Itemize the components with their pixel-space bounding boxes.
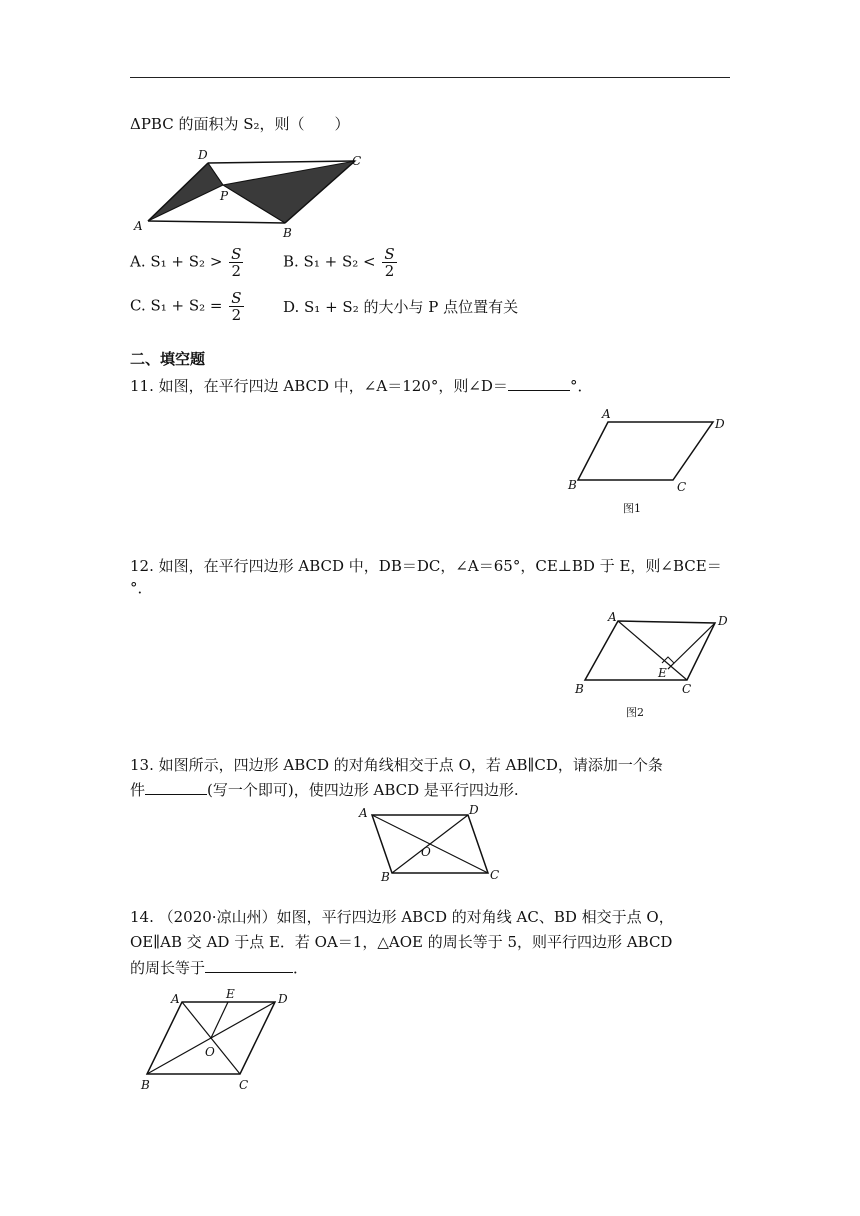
svg-text:E: E: [658, 666, 667, 680]
shaded-triangle-pbc: [223, 161, 355, 223]
svg-text:E: E: [226, 987, 235, 1001]
q10-option-a: A. S₁ + S₂ > $\frac{S}{2}$: [130, 245, 242, 280]
q14-figure: [135, 985, 295, 1095]
svg-text:图1: 图1: [623, 502, 641, 515]
label-p: P: [220, 189, 229, 203]
svg-text:B: B: [575, 682, 584, 696]
answer-blank: [508, 375, 570, 391]
header-rule: [130, 77, 730, 78]
q14-line3: 的周长等于 ．: [130, 959, 309, 977]
svg-text:C: C: [239, 1078, 249, 1092]
q10-stem: ΔPBC 的面积为 S₂，则（ ）: [130, 115, 350, 133]
label-d: D: [198, 148, 208, 162]
svg-text:A: A: [171, 992, 180, 1006]
q13-figure: [355, 803, 505, 885]
svg-text:A: A: [359, 806, 368, 820]
q11-figure: [565, 405, 730, 515]
q10-option-c: C. S₁ + S₂ = $\frac{S}{2}$: [130, 289, 242, 324]
section-title: 二、填空题: [130, 351, 206, 368]
svg-text:B: B: [141, 1078, 150, 1092]
svg-text:A: A: [602, 407, 611, 421]
q10-option-b: B. S₁ + S₂ < $\frac{S}{2}$: [283, 245, 395, 280]
svg-text:C: C: [490, 868, 500, 882]
q10-option-d: D. S₁ + S₂ 的大小与 P 点位置有关: [283, 298, 519, 316]
q12-line2: °．: [130, 579, 153, 597]
q10-figure: [130, 148, 370, 240]
q12-line1: 12. 如图，在平行四边形 ABCD 中，DB＝DC，∠A＝65°，CE⊥BD 于 E，则∠BCE＝: [130, 557, 722, 575]
svg-text:D: D: [278, 992, 288, 1006]
shaded-triangle-apd: [148, 163, 223, 221]
svg-text:C: C: [682, 682, 692, 696]
q13-line1: 13. 如图所示，四边形 ABCD 的对角线相交于点 O，若 AB∥CD，请添加一个条: [130, 756, 663, 774]
label-b: B: [283, 226, 292, 240]
svg-text:O: O: [205, 1045, 215, 1059]
label-a: A: [134, 219, 143, 233]
svg-text:C: C: [677, 480, 687, 494]
q13-line2: 件 (写一个即可)，使四边形 ABCD 是平行四边形.: [130, 781, 519, 799]
label-c: C: [352, 154, 362, 168]
svg-text:B: B: [568, 478, 577, 492]
svg-text:D: D: [718, 614, 728, 628]
svg-text:D: D: [469, 803, 479, 817]
answer-blank: [205, 957, 293, 973]
answer-blank: [145, 779, 207, 795]
q12-figure: [570, 605, 730, 720]
svg-text:B: B: [381, 870, 390, 884]
svg-text:A: A: [608, 610, 617, 624]
svg-text:O: O: [421, 845, 431, 859]
q11-text: 11. 如图，在平行四边 ABCD 中，∠A＝120°，则∠D＝ °．: [130, 377, 593, 395]
svg-text:图2: 图2: [626, 706, 644, 719]
svg-text:D: D: [715, 417, 725, 431]
q14-line2: OE∥AB 交 AD 于点 E．若 OA＝1，△AOE 的周长等于 5，则平行四边形 ABCD: [130, 933, 673, 951]
q14-line1: 14. （2020·凉山州）如图，平行四边形 ABCD 的对角线 AC、BD 相交于点 O，: [130, 908, 674, 926]
